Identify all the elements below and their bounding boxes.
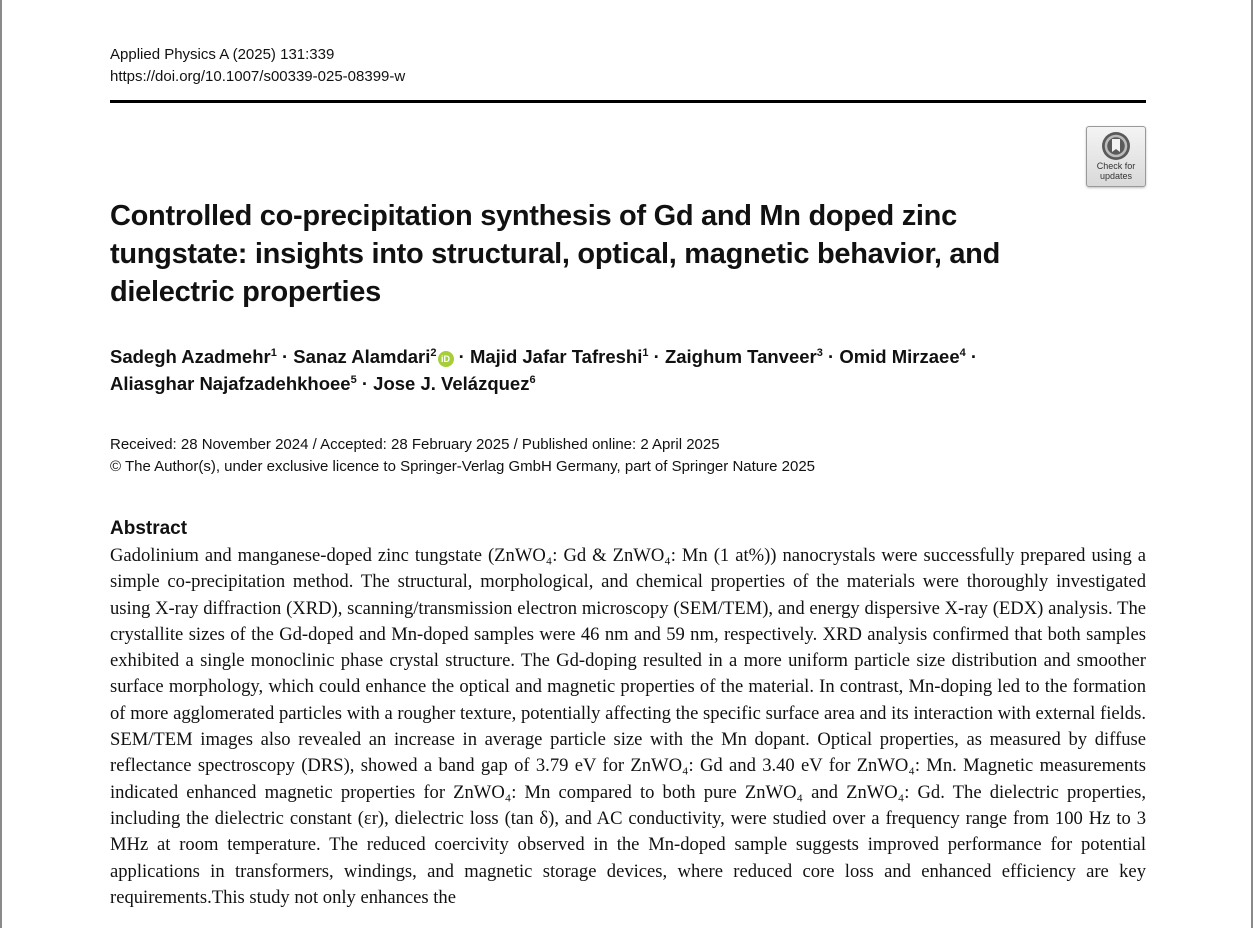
- author-name[interactable]: Zaighum Tanveer: [664, 346, 817, 367]
- author-name[interactable]: Sadegh Azadmehr: [110, 346, 271, 367]
- author-affiliation-number: 1: [642, 347, 649, 359]
- author-affiliation-number: 5: [350, 374, 357, 386]
- author-separator: ·: [453, 346, 470, 367]
- header-rule: [110, 100, 1146, 103]
- author-affiliation-number: 6: [529, 374, 536, 386]
- check-for-updates-icon: [1101, 131, 1131, 161]
- doi-link[interactable]: https://doi.org/10.1007/s00339-025-08399-w: [110, 68, 406, 85]
- author-affiliation-number: 1: [270, 347, 277, 359]
- author-separator: ·: [965, 346, 978, 367]
- author-affiliation-number: 2: [430, 347, 437, 359]
- author-name[interactable]: Sanaz Alamdari: [293, 346, 431, 367]
- author-list: [110, 343, 1110, 397]
- orcid-icon[interactable]: iD: [438, 351, 454, 367]
- author-name[interactable]: Aliasghar Najafzadehkhoee: [110, 373, 351, 394]
- journal-citation: Applied Physics A (2025) 131:339: [110, 46, 335, 63]
- author-separator: ·: [276, 346, 294, 367]
- author-name[interactable]: Omid Mirzaee: [839, 346, 960, 367]
- author-name[interactable]: Jose J. Velázquez: [373, 373, 530, 394]
- author-separator: ·: [822, 346, 840, 367]
- badge-label-1: Check for: [1096, 161, 1136, 171]
- page-border-left: [0, 0, 2, 928]
- abstract-body: Gadolinium and manganese-doped zinc tungstate (ZnWO₄: Gd & ZnWO₄: Mn (1 at%)) nanocrystals were successfully prepared using a simple co-precipitation method. The structural, morphological, and chemical properties of the materials were thoroughly investigated using X-ray diffraction (XRD), scanning/transmission electron microscopy (SEM/TEM), and energy dispersive X-ray (EDX) analysis. The crystallite sizes of the Gd-doped and Mn-doped samples were 46 nm and 59 nm, respectively. XRD analysis confirmed that both samples exhibited a single monoclinic phase crystal structure. The Gd-doping resulted in a more uniform particle size distribution and smoother surface morphology, which could enhance the optical and magnetic properties of the material. In contrast, Mn-doping led to the formation of more agglomerated particles with a rougher texture, potentially affecting the specific surface area and its interaction with external fields. SEM/TEM images also revealed an increase in average particle size with the Mn dopant. Optical properties, as measured by diffuse reflectance spectroscopy (DRS), showed a band gap of 3.79 eV for ZnWO₄: Gd and 3.40 eV for ZnWO₄: Mn. Magnetic measurements indicated enhanced magnetic properties for ZnWO₄: Mn compared to both pure ZnWO₄ and ZnWO₄: Gd. The dielectric properties, including the dielectric constant (εr), dielectric loss (tan δ), and AC conductivity, were studied over a frequency range from 100 Hz to 3 MHz at room temperature. The reduced coercivity observed in the Mn-doped sample suggests improved performance for potential applications in transformers, windings, and magnetic storage devices, where reduced core loss and enhanced efficiency are key requirements.This study not only enhances the: [110, 545, 1146, 908]
- badge-label-2: updates: [1099, 171, 1133, 181]
- author-separator: ·: [648, 346, 665, 367]
- received-accepted-published: Received: 28 November 2024 / Accepted: 28 February 2025 / Published online: 2 April 2025: [110, 436, 720, 453]
- author-separator: ·: [356, 373, 374, 394]
- journal-header: [110, 44, 405, 88]
- publication-history: [110, 434, 815, 478]
- author-affiliation-number: 3: [816, 347, 823, 359]
- abstract-heading: Abstract: [110, 518, 188, 539]
- paper-title: Controlled co-precipitation synthesis of Gd and Mn doped zinc tungstate: insights into structural, optical, magnetic behavior, and dielectric properties: [110, 200, 1000, 308]
- author-affiliation-number: 4: [959, 347, 966, 359]
- author-name[interactable]: Majid Jafar Tafreshi: [469, 346, 643, 367]
- copyright-notice: © The Author(s), under exclusive licence to Springer-Verlag GmbH Germany, part of Springer Nature 2025: [110, 458, 815, 475]
- check-for-updates-badge[interactable]: [1086, 126, 1146, 187]
